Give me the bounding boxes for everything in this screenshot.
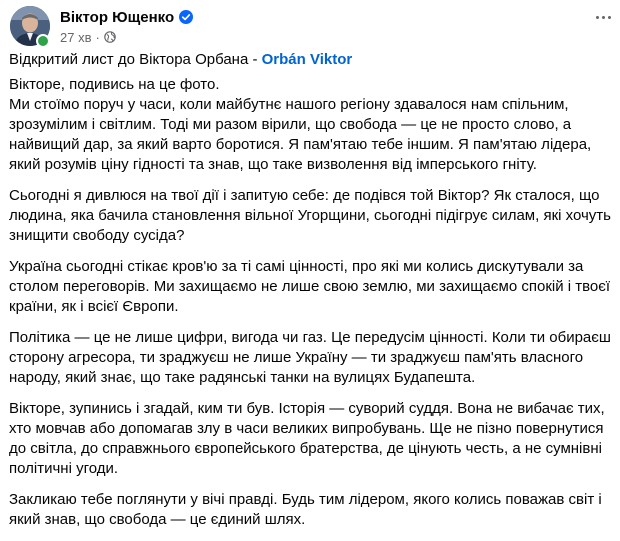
more-options-icon[interactable] — [590, 2, 616, 32]
author-row — [60, 7, 193, 27]
meta-separator: · — [95, 29, 100, 45]
post-paragraph-5 — [9, 399, 611, 479]
globe-icon[interactable] — [104, 31, 116, 43]
post-timestamp[interactable]: 27 хв — [60, 29, 92, 45]
verified-badge-icon — [179, 10, 193, 24]
post-paragraph-2 — [9, 186, 611, 246]
post-paragraph-6 — [9, 490, 611, 530]
post-content — [9, 50, 611, 541]
paragraph-5-text: Вікторе, зупинись і згадай, ким ти був. Історія — суворий суддя. Вона не вибачає тих, хто мовчав або допомагав злу в часи великих випробувань. Ще не пізно повернутися до світла, до справжнього європейського братерства, де цінують честь, а не сумнівні політичні угоди. — [9, 400, 605, 477]
post-intro — [9, 50, 611, 70]
post-header — [0, 0, 620, 50]
post-meta — [60, 29, 116, 45]
post-paragraph-4 — [9, 328, 611, 388]
post-paragraph-3 — [9, 257, 611, 317]
paragraph-6-text: Закликаю тебе поглянути у вічі правді. Будь тим лідером, якого колись поважав світ і який знав, що свобода — це єдиний шлях. — [9, 491, 602, 528]
post-paragraph-1 — [9, 75, 611, 175]
mention-link[interactable]: Orbán Viktor — [261, 51, 353, 68]
paragraph-1-text: Вікторе, подивись на це фото. Ми стоїмо поруч у часи, коли майбутнє нашого регіону здавалося нам спільним, зрозумілим і світлим. Тоді ми разом вірили, що свобода — це не просто слово, а найвищий дар, за який варто боротися. Я пам'ятаю тебе іншим. Я пам'ятаю лідера, який розумів ціну гідності та знав, що таке визволення від імперського гніту. — [9, 76, 592, 173]
online-status-dot — [36, 34, 50, 48]
paragraph-3-text: Україна сьогодні стікає кров'ю за ті самі цінності, про які ми колись дискутували за столом переговорів. Ми захищаємо не лише свою землю, ми захищаємо спокій і твоєї країни, як і всієї Європи. — [9, 258, 611, 315]
paragraph-4-text: Політика — це не лише цифри, вигода чи газ. Це передусім цінності. Коли ти обираєш сторону агресора, ти зраджуєш не лише Україну — ти зраджуєш пам'ять власного народу, який знає, що таке радянські танки на вулицях Будапешта. — [9, 329, 611, 386]
post-intro-text: Відкритий лист до Віктора Орбана - — [9, 51, 262, 68]
paragraph-2-text: Сьогодні я дивлюся на твої дії і запитую себе: де подівся той Віктор? Як сталося, що людина, яка бачила становлення вільної Угорщини, сьогодні підігрує силам, які хочуть знищити свободу сусіда? — [9, 187, 611, 244]
author-name[interactable]: Віктор Ющенко — [60, 8, 175, 26]
